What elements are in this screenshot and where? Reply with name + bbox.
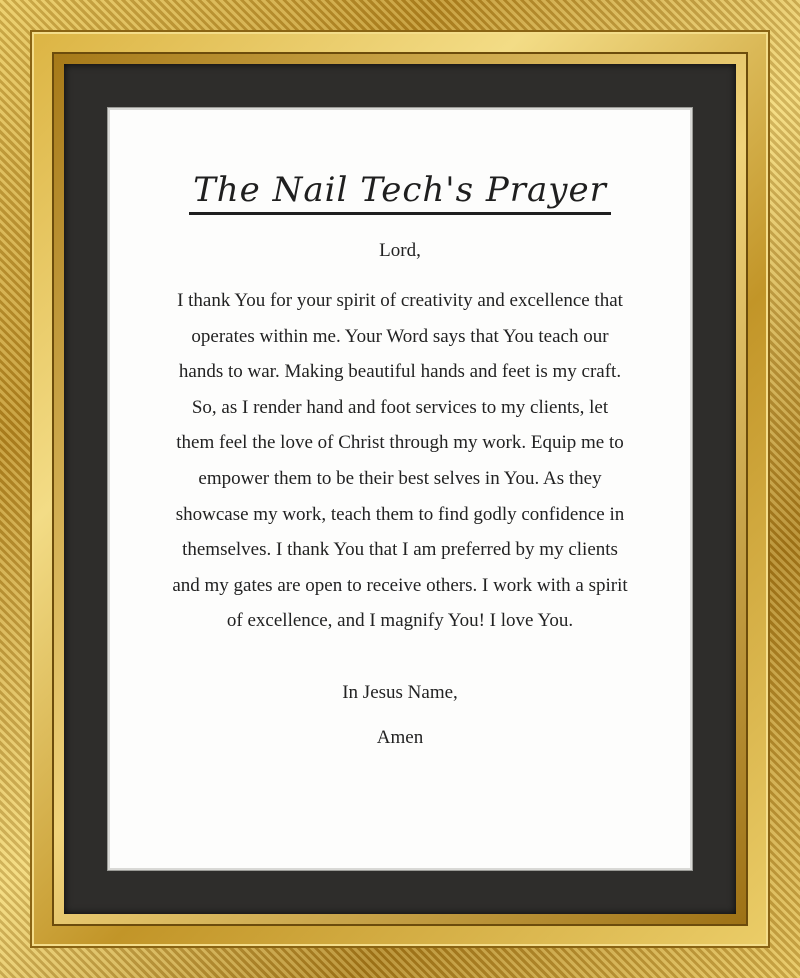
salutation: Lord,	[379, 240, 421, 261]
document-title	[110, 170, 690, 215]
prayer-body: I thank You for your spirit of creativity and excellence that operates within me. Your Word says that You teach our hands to war. Making beautiful hands and feet is my craft. So, as I render hand and foot services to my clients, let them feel the love of Christ through my work. Equip me to empower them to be their best selves in You. As they showcase my work, teach them to find godly confidence in themselves. I thank You that I am preferred by my clients and my gates are open to receive others. I work with a spirit of excellence, and I magnify You! I love You.	[172, 290, 628, 632]
amen-line: Amen	[376, 727, 424, 748]
prayer-document	[108, 108, 692, 870]
document-title-text: The Nail Tech's Prayer	[189, 170, 611, 215]
closing-line: In Jesus Name,	[342, 682, 458, 703]
